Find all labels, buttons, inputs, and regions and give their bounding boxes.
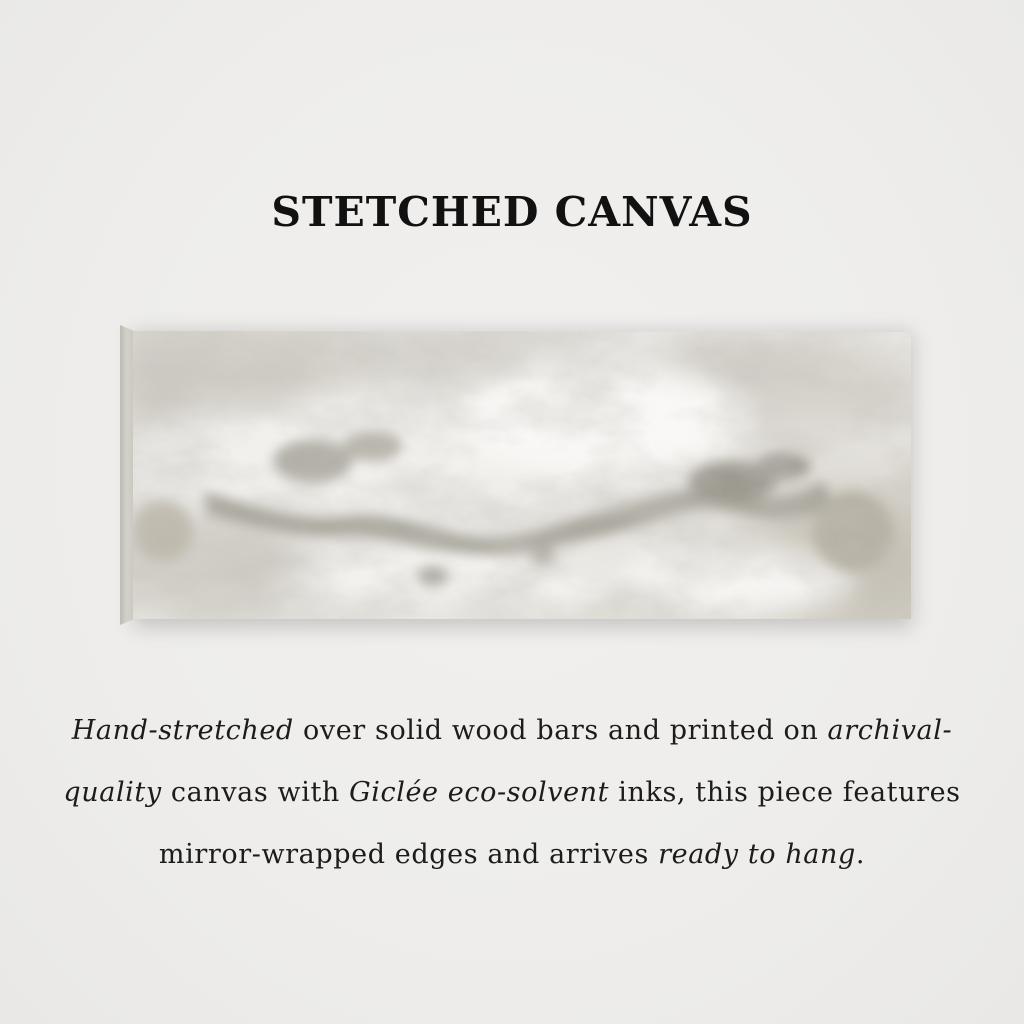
abstract-cloud-painting (133, 331, 911, 619)
canvas-print-face (133, 331, 911, 619)
canvas-side-edge (120, 325, 134, 625)
section-title: STETCHED CANVAS (271, 188, 753, 236)
description-text-3: inks, this piece features mirror-wrapped edges and arrives (158, 777, 961, 870)
description-emphasis-giclee: Giclée eco-solvent (349, 777, 610, 808)
description-emphasis-ready-to-hang: ready to hang (658, 839, 856, 870)
description-text-2: canvas with (161, 777, 350, 808)
canvas-artwork (120, 325, 912, 625)
description-emphasis-archival-quality: archival-quality (63, 715, 953, 808)
description-text-1: over solid wood bars and printed on (293, 715, 828, 746)
description-emphasis-hand-stretched: Hand-stretched (71, 715, 294, 746)
description-text-4: . (855, 839, 866, 870)
product-description (60, 700, 964, 886)
